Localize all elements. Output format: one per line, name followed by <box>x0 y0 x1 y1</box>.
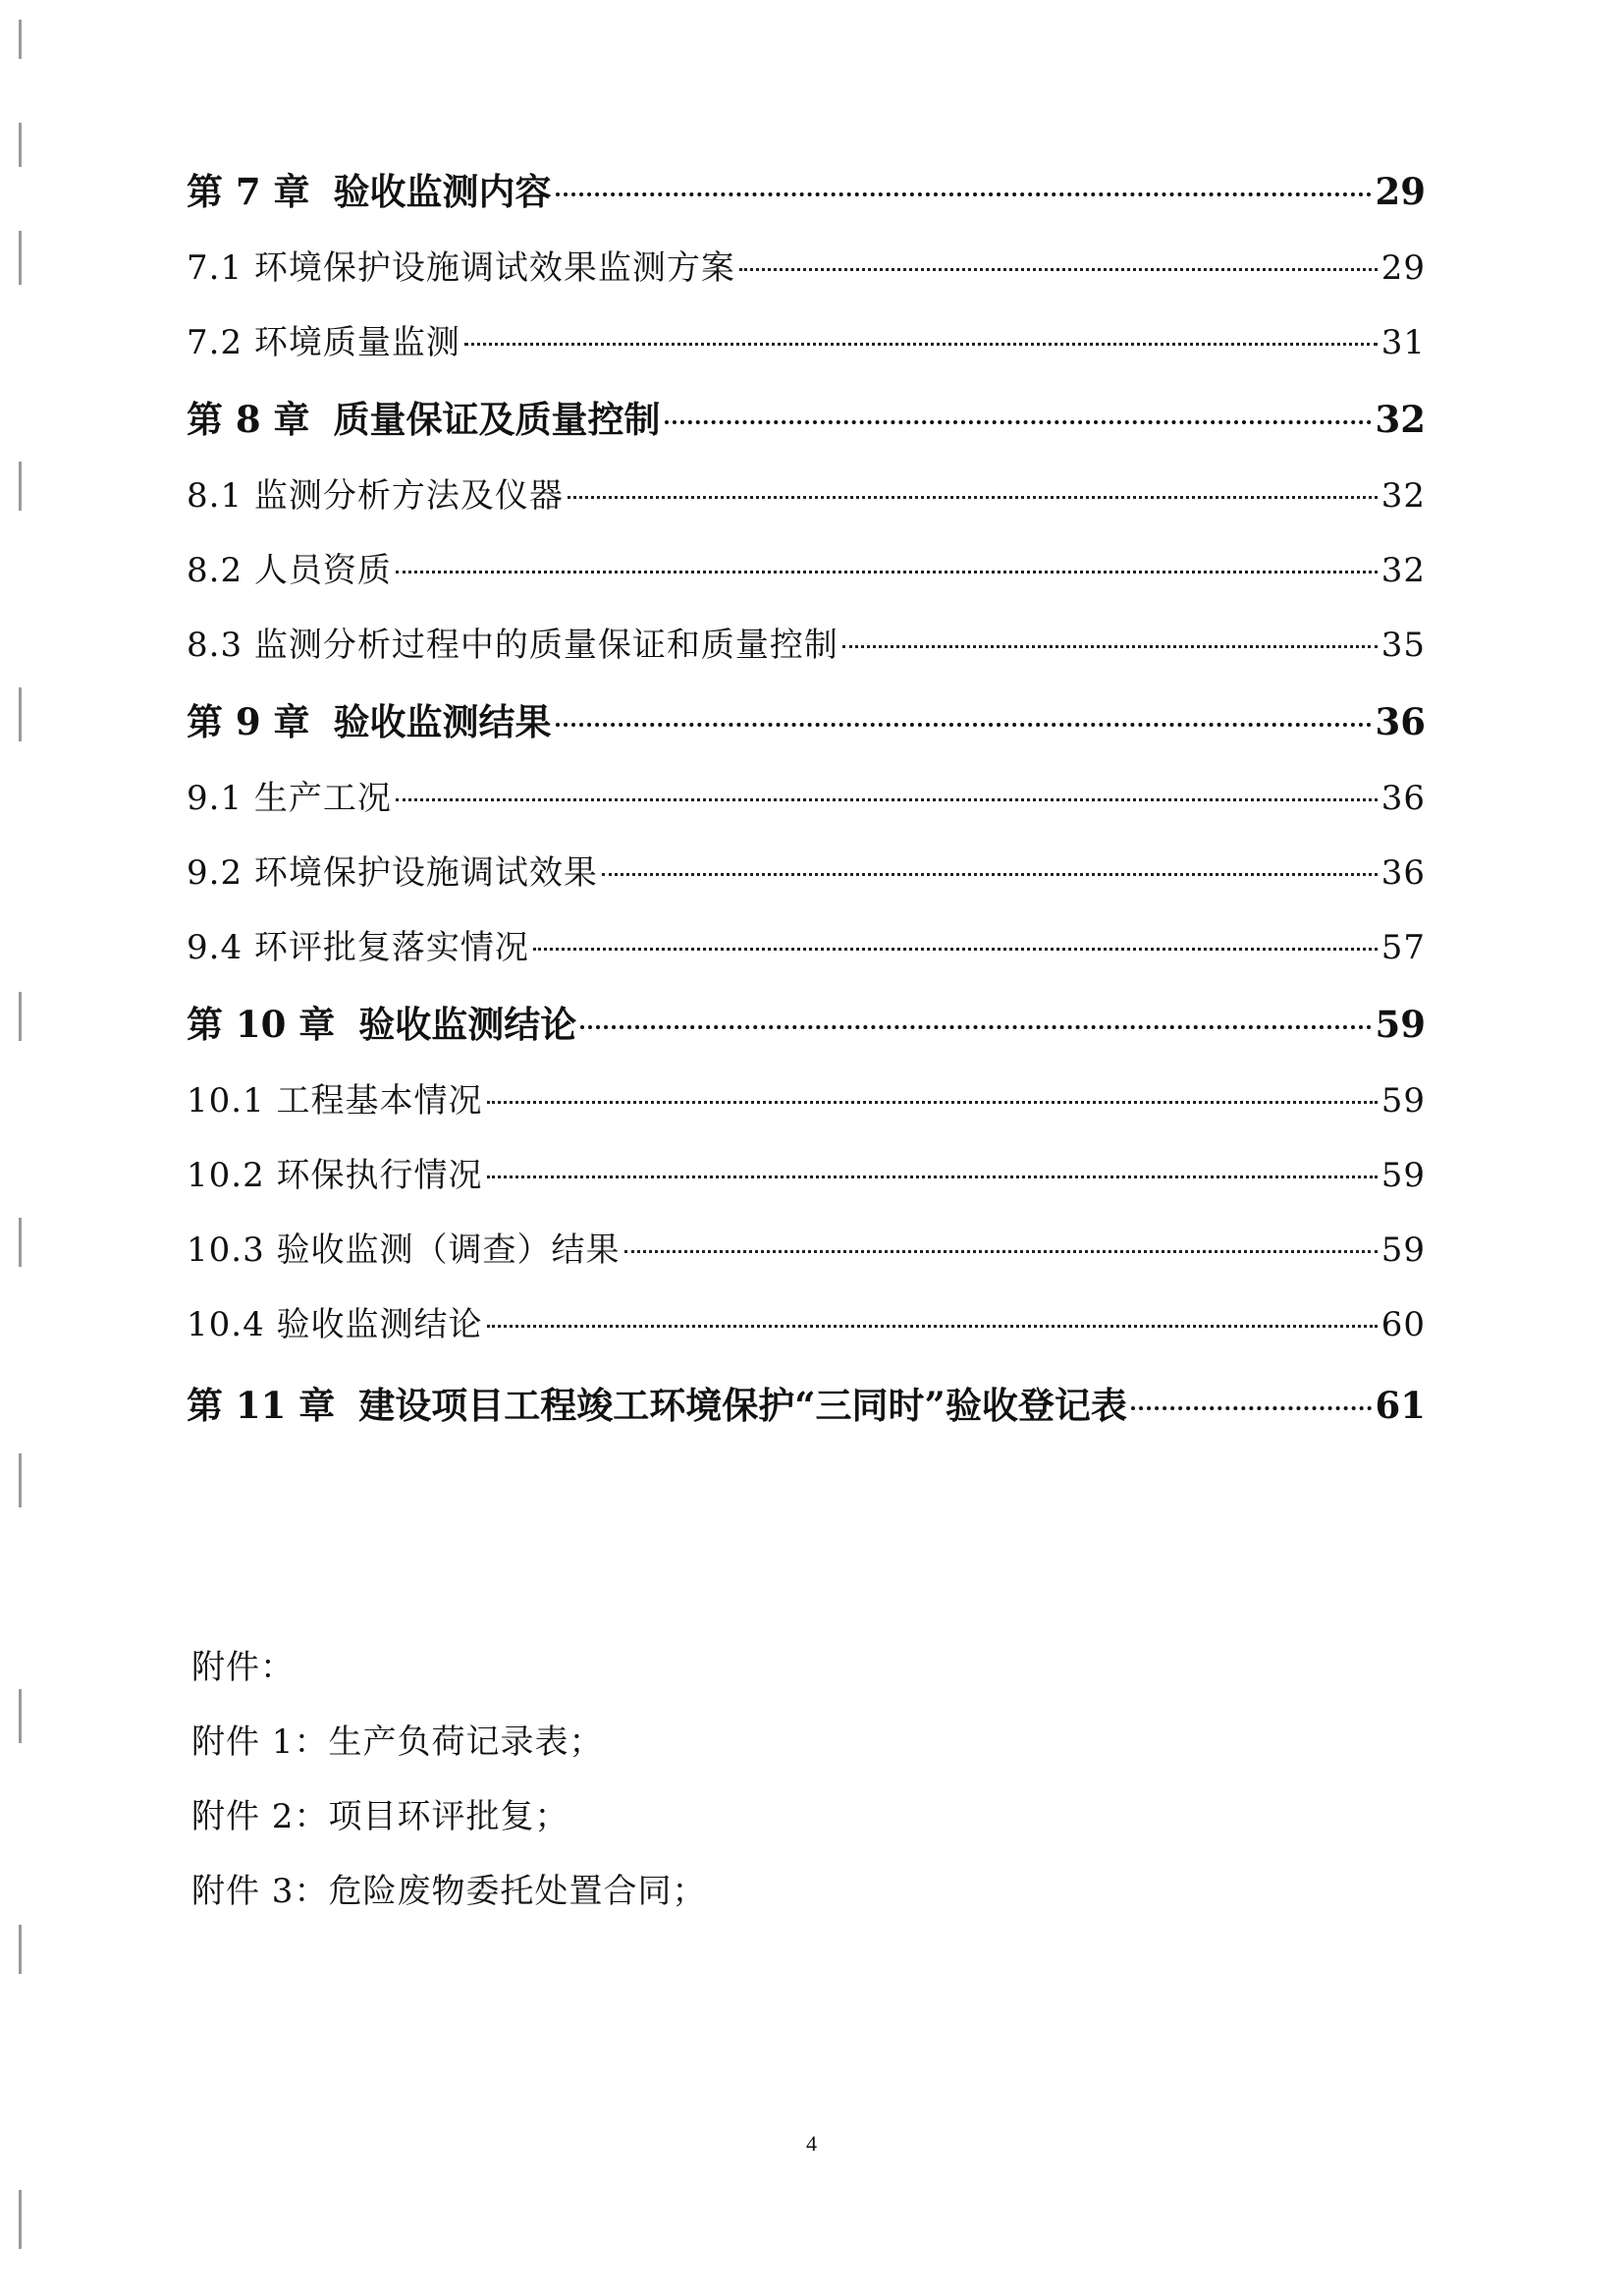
toc-section-row[interactable] <box>187 231 1426 305</box>
toc-section-row[interactable] <box>187 1138 1426 1213</box>
toc-dot-leader <box>487 1175 1378 1178</box>
toc-section-row[interactable] <box>187 1287 1426 1362</box>
toc-entry-title: 8.2 人员资质 <box>187 551 392 590</box>
page-number: 4 <box>806 2131 817 2156</box>
toc-dot-leader <box>396 798 1378 801</box>
toc-section-row[interactable] <box>187 459 1426 533</box>
scan-edge-mark <box>19 1689 22 1743</box>
toc-entry-title: 9.1 生产工况 <box>187 779 392 818</box>
scan-edge-mark <box>19 123 22 167</box>
toc-entry-title: 质量保证及质量控制 <box>333 398 661 441</box>
toc-page-number: 61 <box>1375 1384 1426 1427</box>
scan-edge-mark <box>19 462 22 511</box>
toc-page-number: 60 <box>1380 1305 1426 1344</box>
toc-page-number: 35 <box>1380 626 1426 665</box>
toc-entry-title: 8.3 监测分析过程中的质量保证和质量控制 <box>187 626 839 665</box>
toc-dot-leader <box>602 873 1378 876</box>
toc-page-number: 36 <box>1375 700 1426 743</box>
scan-edge-mark <box>19 992 22 1041</box>
toc-chapter-number: 第 7 章 <box>187 170 310 213</box>
toc-section-row[interactable] <box>187 1064 1426 1138</box>
toc-page-number: 31 <box>1380 323 1426 362</box>
appendix-item: 附件 2：项目环评批复； <box>191 1797 569 1836</box>
toc-chapter-row[interactable] <box>187 1366 1426 1445</box>
scan-edge-mark <box>19 1218 22 1267</box>
toc-entry-title: 7.1 环境保护设施调试效果监测方案 <box>187 248 735 288</box>
toc-page-number: 59 <box>1380 1081 1426 1121</box>
toc-entry-title: 10.3 验收监测（调查）结果 <box>187 1230 621 1270</box>
toc-page-number: 36 <box>1380 779 1426 818</box>
toc-dot-leader <box>487 1325 1378 1328</box>
toc-dot-leader <box>624 1250 1378 1253</box>
toc-page-number: 32 <box>1380 551 1426 590</box>
toc-section-row[interactable] <box>187 533 1426 608</box>
toc-chapter-row[interactable] <box>187 152 1426 231</box>
appendix-item: 附件 1：生产负荷记录表； <box>191 1722 604 1762</box>
toc-page-number: 32 <box>1380 476 1426 516</box>
toc-dot-leader <box>487 1101 1378 1104</box>
scan-edge-mark <box>19 687 22 741</box>
toc-entry-title: 验收监测结果 <box>333 700 552 743</box>
toc-page-number: 36 <box>1380 853 1426 893</box>
toc-page-number: 59 <box>1380 1156 1426 1195</box>
toc-dot-leader <box>842 645 1378 648</box>
toc-section-row[interactable] <box>187 305 1426 380</box>
toc-entry-title: 10.4 验收监测结论 <box>187 1305 483 1344</box>
toc-section-row[interactable] <box>187 608 1426 683</box>
toc-section-row[interactable] <box>187 761 1426 836</box>
toc-dot-leader <box>568 496 1378 499</box>
toc-chapter-row[interactable] <box>187 380 1426 459</box>
toc-dot-leader <box>580 1025 1371 1029</box>
toc-chapter-number: 第 10 章 <box>187 1003 336 1046</box>
toc-chapter-number: 第 11 章 <box>187 1384 336 1427</box>
toc-page-number: 32 <box>1375 398 1426 441</box>
toc-entry-title: 9.4 环评批复落实情况 <box>187 928 529 967</box>
toc-dot-leader <box>1131 1406 1372 1410</box>
toc-page-number: 29 <box>1375 170 1426 213</box>
toc-dot-leader <box>739 268 1378 271</box>
toc-entry-title: 验收监测内容 <box>333 170 552 213</box>
scan-edge-mark <box>19 231 22 285</box>
toc-entry-title: 7.2 环境质量监测 <box>187 323 460 362</box>
scan-edge-mark <box>19 20 22 59</box>
toc-section-row[interactable] <box>187 836 1426 910</box>
table-of-contents <box>187 152 1426 1445</box>
appendix-item: 附件 3：危险废物委托处置合同； <box>191 1872 707 1911</box>
toc-entry-title: 验收监测结论 <box>358 1003 577 1046</box>
scan-edge-mark <box>19 1453 22 1507</box>
toc-chapter-number: 第 9 章 <box>187 700 310 743</box>
toc-dot-leader <box>533 948 1378 951</box>
toc-page-number: 29 <box>1380 248 1426 288</box>
toc-dot-leader <box>556 192 1372 196</box>
toc-dot-leader <box>464 343 1378 346</box>
scan-edge-mark <box>19 1925 22 1974</box>
toc-entry-title: 10.2 环保执行情况 <box>187 1156 483 1195</box>
toc-page-number: 57 <box>1380 928 1426 967</box>
toc-page-number: 59 <box>1375 1003 1426 1046</box>
toc-entry-title: 10.1 工程基本情况 <box>187 1081 483 1121</box>
toc-page-number: 59 <box>1380 1230 1426 1270</box>
toc-chapter-number: 第 8 章 <box>187 398 310 441</box>
toc-entry-title: 8.1 监测分析方法及仪器 <box>187 476 564 516</box>
toc-section-row[interactable] <box>187 910 1426 985</box>
toc-chapter-row[interactable] <box>187 683 1426 761</box>
toc-chapter-row[interactable] <box>187 985 1426 1064</box>
scan-edge-mark <box>19 2190 22 2249</box>
toc-section-row[interactable] <box>187 1213 1426 1287</box>
toc-dot-leader <box>556 723 1372 727</box>
toc-dot-leader <box>396 571 1378 574</box>
toc-entry-title: 9.2 环境保护设施调试效果 <box>187 853 598 893</box>
toc-dot-leader <box>665 420 1372 424</box>
appendix-heading: 附件： <box>191 1648 295 1687</box>
appendix-list <box>191 1630 706 1929</box>
toc-entry-title: 建设项目工程竣工环境保护“三同时”验收登记表 <box>358 1384 1127 1427</box>
